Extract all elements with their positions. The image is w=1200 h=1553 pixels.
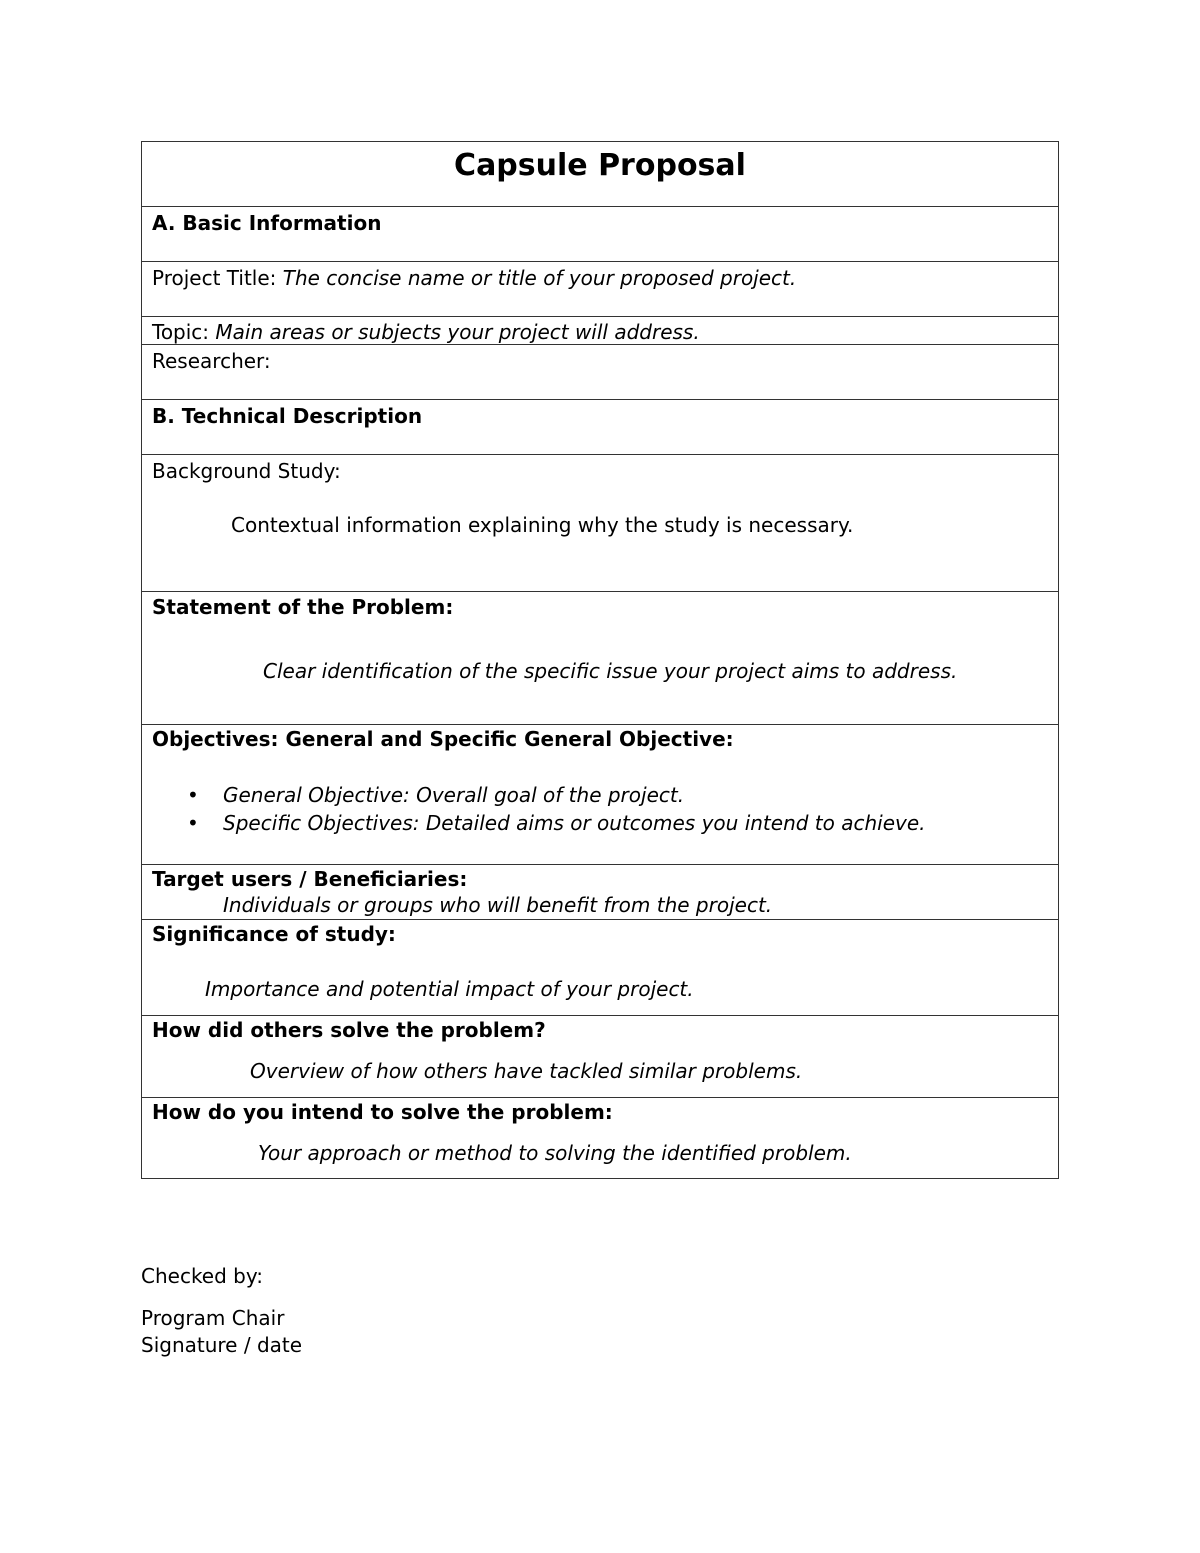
approach-hint: Your approach or method to solving the identified problem. — [258, 1141, 852, 1165]
section-a-heading: A. Basic Information — [152, 211, 382, 235]
researcher-row[interactable] — [142, 345, 1058, 400]
researcher-label: Researcher: — [152, 349, 271, 373]
background-study-hint: Contextual information explaining why the study is necessary. — [231, 513, 854, 537]
specific-objectives-item: Specific Objectives: Detailed aims or outcomes you intend to achieve. — [223, 811, 926, 835]
related-solutions-label: How did others solve the problem? — [152, 1018, 546, 1042]
section-a-row — [142, 207, 1058, 262]
beneficiaries-hint: Individuals or groups who will benefit from the project. — [223, 893, 773, 917]
project-title-label: Project Title: — [152, 266, 283, 290]
section-b-row — [142, 400, 1058, 455]
program-chair-label: Program Chair — [141, 1306, 285, 1330]
bullet-icon: • — [187, 783, 199, 807]
background-study-label: Background Study: — [152, 459, 341, 483]
section-b-heading: B. Technical Description — [152, 404, 423, 428]
general-objective-item: General Objective: Overall goal of the project. — [223, 783, 685, 807]
problem-statement-label: Statement of the Problem: — [152, 595, 454, 619]
checked-by-label: Checked by: — [141, 1264, 263, 1288]
topic-label: Topic: — [152, 320, 216, 344]
capsule-proposal-form — [141, 141, 1059, 1179]
signature-date-label: Signature / date — [141, 1333, 303, 1357]
approach-label: How do you intend to solve the problem: — [152, 1100, 613, 1124]
approach-row[interactable] — [142, 1098, 1058, 1178]
topic-hint: Main areas or subjects your project will address. — [215, 320, 700, 344]
beneficiaries-label: Target users / Beneficiaries: — [152, 867, 468, 891]
objectives-row[interactable] — [142, 725, 1058, 865]
related-solutions-row[interactable] — [142, 1016, 1058, 1098]
related-solutions-hint: Overview of how others have tackled similar problems. — [250, 1059, 803, 1083]
topic-row[interactable] — [142, 317, 1058, 345]
significance-label: Significance of study: — [152, 922, 396, 946]
project-title-row[interactable] — [142, 262, 1058, 317]
objectives-label: Objectives: General and Specific General Objective: — [152, 727, 734, 751]
background-study-row[interactable] — [142, 455, 1058, 592]
project-title-field[interactable] — [152, 266, 796, 290]
bullet-icon: • — [187, 811, 199, 835]
form-title-row — [142, 142, 1058, 207]
project-title-hint: The concise name or title of your proposed project. — [282, 266, 797, 290]
significance-row[interactable] — [142, 920, 1058, 1016]
form-title: Capsule Proposal — [454, 148, 746, 183]
significance-hint: Importance and potential impact of your project. — [205, 977, 694, 1001]
beneficiaries-row[interactable] — [142, 865, 1058, 920]
problem-statement-row[interactable] — [142, 592, 1058, 725]
problem-statement-hint: Clear identification of the specific issue your project aims to address. — [263, 659, 958, 683]
topic-field[interactable] — [152, 320, 700, 344]
